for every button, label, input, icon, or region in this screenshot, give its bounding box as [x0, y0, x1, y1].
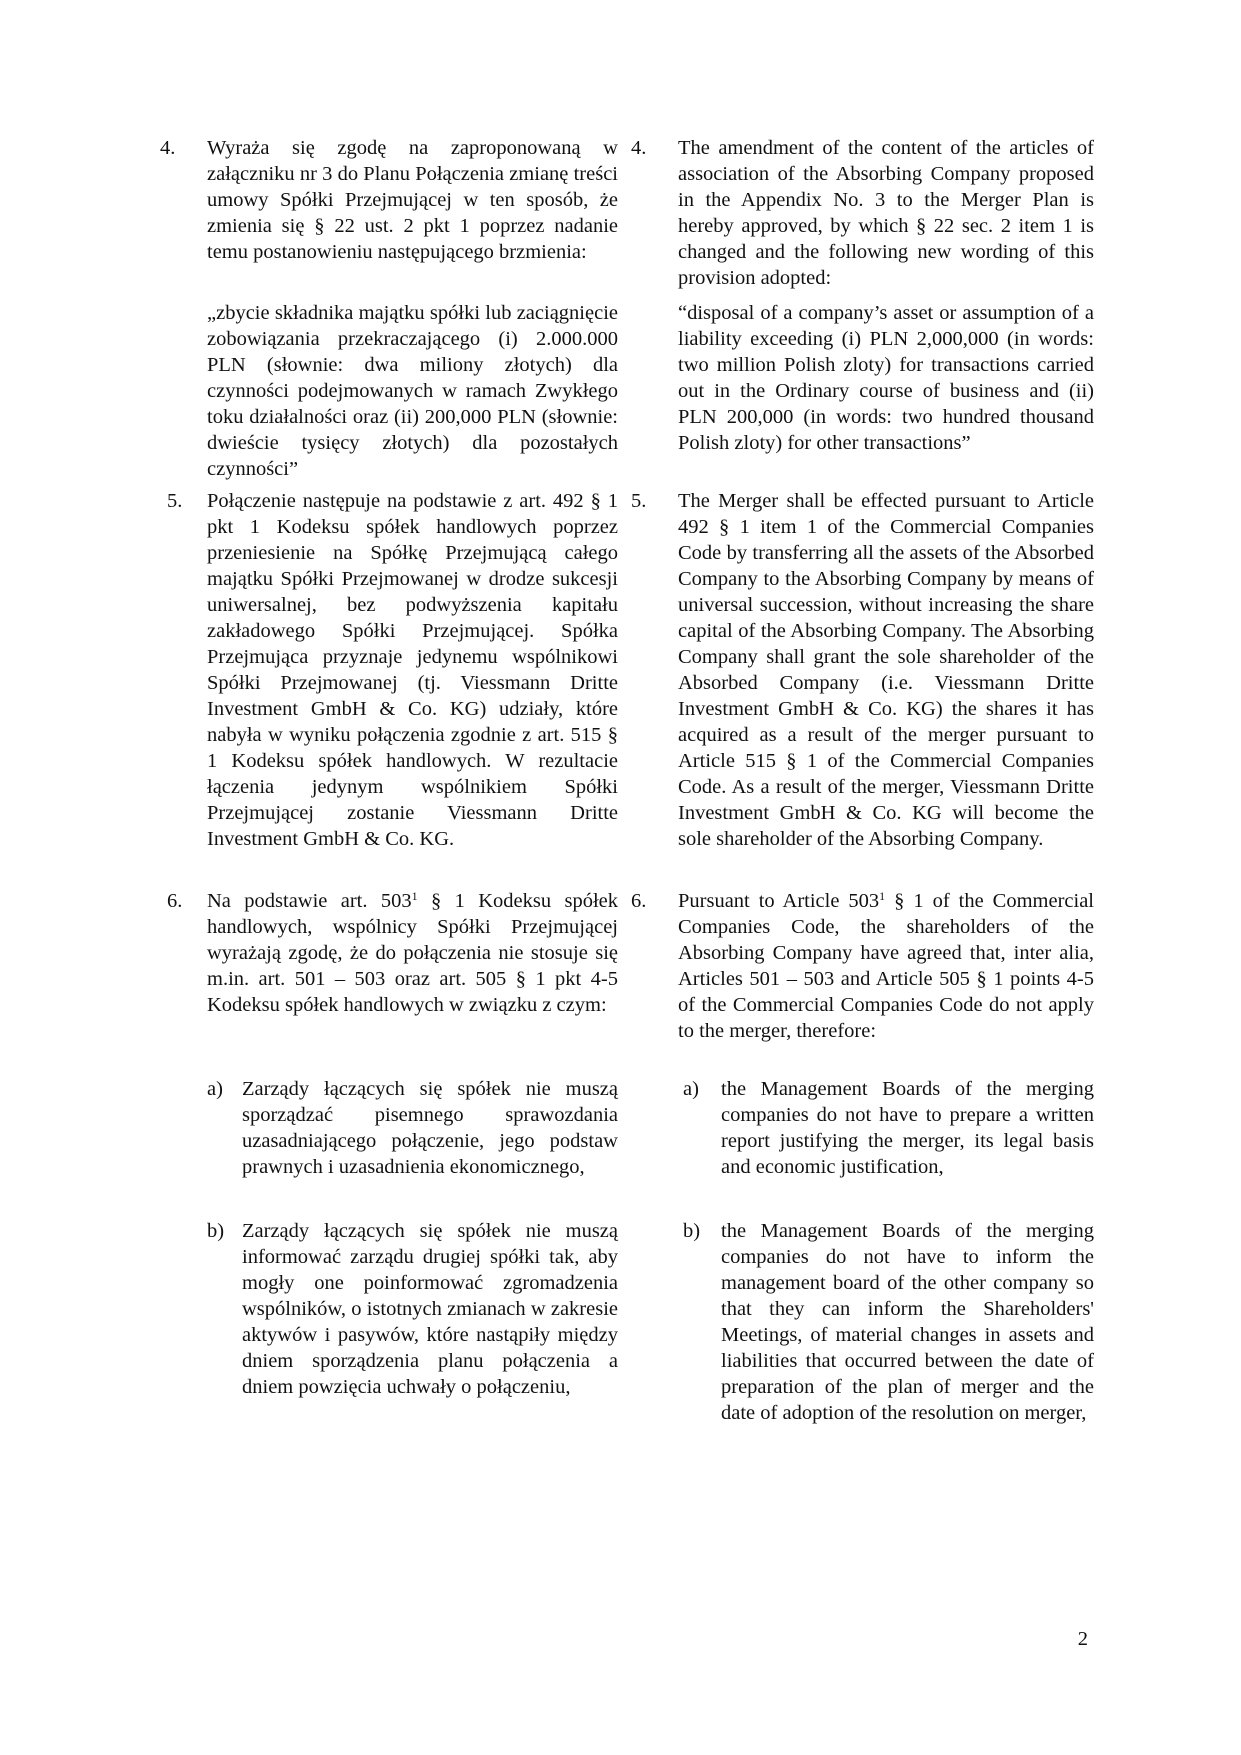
subitem-b-text-pl: Zarządy łączących się spółek nie muszą informować zarządu drugiej spółki tak, aby mogły one poinformować zgromadzenia wspólników, o istotnych zmianach w zakresie aktywów i pasywów, które nastąpiły między dniem sporządzenia planu połączenia a dniem powzięcia uchwały o połączeniu, [242, 1220, 618, 1398]
superscript: 1 [879, 889, 886, 903]
item-5-text-en: The Merger shall be effected pursuant to Article 492 § 1 item 1 of the Commercial Companies Code by transferring all the assets of the Absorbed Company to the Absorbing Company by means of universal succession, without increasing the share capital of the Absorbing Company. The Absorbing Company shall grant the sole shareholder of the Absorbed Company (i.e. Viessmann Dritte Investment GmbH & Co. KG) the shares it has acquired as a result of the merger pursuant to Article 515 § 1 of the Commercial Companies Code. As a result of the merger, Viessmann Dritte Investment GmbH & Co. KG will become the sole shareholder of the Absorbing Company. [678, 490, 1094, 850]
item-4-number-en: 4. [631, 137, 647, 159]
subitem-b-letter-pl: b) [207, 1220, 225, 1242]
item-5-number-en: 5. [631, 490, 647, 512]
subitem-a-text-pl: Zarządy łączących się spółek nie muszą sporządzać pisemnego sprawozdania uzasadniającego połączenie, jego podstaw prawnych i uzasadnienia ekonomicznego, [242, 1078, 618, 1178]
item-4-text-pl: Wyraża się zgodę na zaproponowaną w załączniku nr 3 do Planu Połączenia zmianę treści umowy Spółki Przejmującej w ten sposób, że zmienia się § 22 ust. 2 pkt 1 poprzez nadanie temu postanowieniu następującego brzmienia: [207, 137, 618, 263]
item-4-text-en: The amendment of the content of the articles of association of the Absorbing Company proposed in the Appendix No. 3 to the Merger Plan is hereby approved, by which § 22 sec. 2 item 1 is changed and the following new wording of this provision adopted: [678, 137, 1094, 289]
item-6-number-en: 6. [631, 890, 647, 912]
subitem-a-letter-en: a) [683, 1078, 699, 1100]
item-4-quote-pl: „zbycie składnika majątku spółki lub zaciągnięcie zobowiązania przekraczającego (i) 2.000.000 PLN (słownie: dwa miliony złotych) dla czynności podejmowanych w ramach Zwykłego toku działalności oraz (ii) 200,000 PLN (słownie: dwieście tysięcy złotych) dla pozostałych czynności” [207, 302, 618, 480]
subitem-a-text-en: the Management Boards of the merging companies do not have to prepare a written report justifying the merger, its legal basis and economic justification, [721, 1078, 1094, 1178]
item-4-quote-en: “disposal of a company’s asset or assumption of a liability exceeding (i) PLN 2,000,000 (in words: two million Polish zloty) for transactions carried out in the Ordinary course of business and (ii) PLN 200,000 (in words: two hundred thousand Polish zloty) for other transactions” [678, 302, 1094, 454]
item-6-text-pl: Na podstawie art. $503^1$ § 1 Kodeksu spółek handlowych, wspólnicy Spółki Przejmującej wyrażają zgodę, że do połączenia nie stosuje się m.in. art. 501 – 503 oraz art. 505 § 1 pkt 4-5 Kodeksu spółek handlowych w związku z czym: [207, 889, 618, 1016]
superscript: 1 [411, 889, 418, 903]
item-4-number-pl: 4. [160, 137, 176, 159]
item-5-number-pl: 5. [167, 490, 183, 512]
item-6-text-en: Pursuant to Article $503^1$ § 1 of the Commercial Companies Code, the shareholders of the Absorbing Company have agreed that, inter alia, Articles 501 – 503 and Article 505 § 1 points 4-5 of the Commercial Companies Code do not apply to the merger, therefore: [678, 889, 1095, 1042]
item-5-text-pl: Połączenie następuje na podstawie z art. 492 § 1 pkt 1 Kodeksu spółek handlowych poprzez przeniesienie na Spółkę Przejmującą całego majątku Spółki Przejmowanej w drodze sukcesji uniwersalnej, bez podwyższenia kapitału zakładowego Spółki Przejmującej. Spółka Przejmująca przyznaje jedynemu wspólnikowi Spółki Przejmowanej (tj. Viessmann Dritte Investment GmbH & Co. KG) udziały, które nabyła w wyniku połączenia zgodnie z art. 515 § 1 Kodeksu spółek handlowych. W rezultacie łączenia jedynym wspólnikiem Spółki Przejmującej zostanie Viessmann Dritte Investment GmbH & Co. KG. [207, 490, 618, 850]
subitem-b-text-en: the Management Boards of the merging companies do not have to inform the management board of the other company so that they can inform the Shareholders' Meetings, of material changes in assets and liabilities that occurred between the date of preparation of the plan of merger and the date of adoption of the resolution on merger, [721, 1220, 1094, 1424]
subitem-b-letter-en: b) [683, 1220, 701, 1242]
item-6-number-pl: 6. [167, 890, 183, 912]
subitem-a-letter-pl: a) [207, 1078, 223, 1100]
page-number: 2 [1077, 1628, 1088, 1650]
